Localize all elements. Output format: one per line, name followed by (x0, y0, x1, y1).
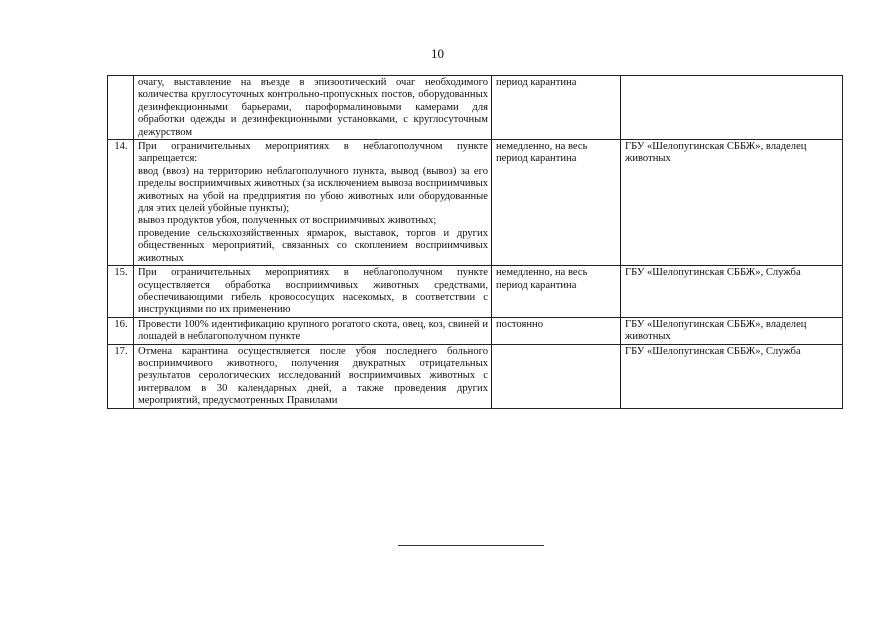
measure-text: Провести 100% идентификацию крупного рогатого скота, овец, коз, свиней и лошадей в неблагополучном пункте (134, 317, 492, 344)
row-number: 17. (108, 344, 134, 408)
measure-paragraph: При ограничительных мероприятиях в неблагополучном пункте запрещается: (138, 141, 488, 165)
measure-text: Отмена карантина осуществляется после убоя последнего больного восприимчивого животного, получения двукратных отрицательных результатов серологических исследований восприимчивых животных с интервалом в 30 календарных дней, а также проведения других мероприятий, предусмотренных Правилами (134, 344, 492, 408)
measures-table (107, 75, 843, 409)
measure-term (492, 344, 621, 408)
measure-paragraph: вывоз продуктов убоя, полученных от восприимчивых животных; (138, 215, 437, 227)
measure-text: очагу, выставление на въезде в эпизоотический очаг необходимого количества круглосуточных контрольно-пропускных постов, оборудованных дезинфекционными барьерами, пароформалиновыми камерами для обработки одежды и дезинфекционными установками, с круглосуточным дежурством (134, 76, 492, 140)
measure-responsible: ГБУ «Шелопугинская СББЖ», владелец животных (621, 317, 843, 344)
measure-term: немедленно, на весь период карантина (492, 266, 621, 318)
row-number: 16. (108, 317, 134, 344)
measure-responsible: ГБУ «Шелопугинская СББЖ», Служба (621, 344, 843, 408)
row-number: 15. (108, 266, 134, 318)
table-row (108, 266, 843, 318)
table-row (108, 344, 843, 408)
measure-responsible (621, 76, 843, 140)
table-row (108, 140, 843, 266)
footer-divider (398, 545, 544, 546)
row-number: 14. (108, 140, 134, 266)
measure-paragraph: проведение сельскохозяйственных ярмарок, выставок, торгов и других общественных мероприятий, связанных со скоплением восприимчивых животных (138, 227, 488, 264)
measure-responsible: ГБУ «Шелопугинская СББЖ», Служба (621, 266, 843, 318)
table-row (108, 317, 843, 344)
measure-responsible: ГБУ «Шелопугинская СББЖ», владелец животных (621, 140, 843, 266)
measure-text (134, 140, 492, 266)
measure-term: постоянно (492, 317, 621, 344)
measure-text: При ограничительных мероприятиях в неблагополучном пункте осуществляется обработка восприимчивых животных средствами, обеспечивающими гибель кровососущих насекомых, в соответствии с инструкциями по их применению (134, 266, 492, 318)
measure-term: немедленно, на весь период карантина (492, 140, 621, 266)
table-row (108, 76, 843, 140)
row-number (108, 76, 134, 140)
measure-paragraph: ввод (ввоз) на территорию неблагополучного пункта, вывод (вывоз) за его пределы восприимчивых животных (за исключением вывоза восприимчивых животных на убой на предприятия по убою животных или оборудованные для этих целей убойные пункты); (138, 165, 488, 215)
page-number: 10 (431, 46, 444, 61)
measure-term: период карантина (492, 76, 621, 140)
